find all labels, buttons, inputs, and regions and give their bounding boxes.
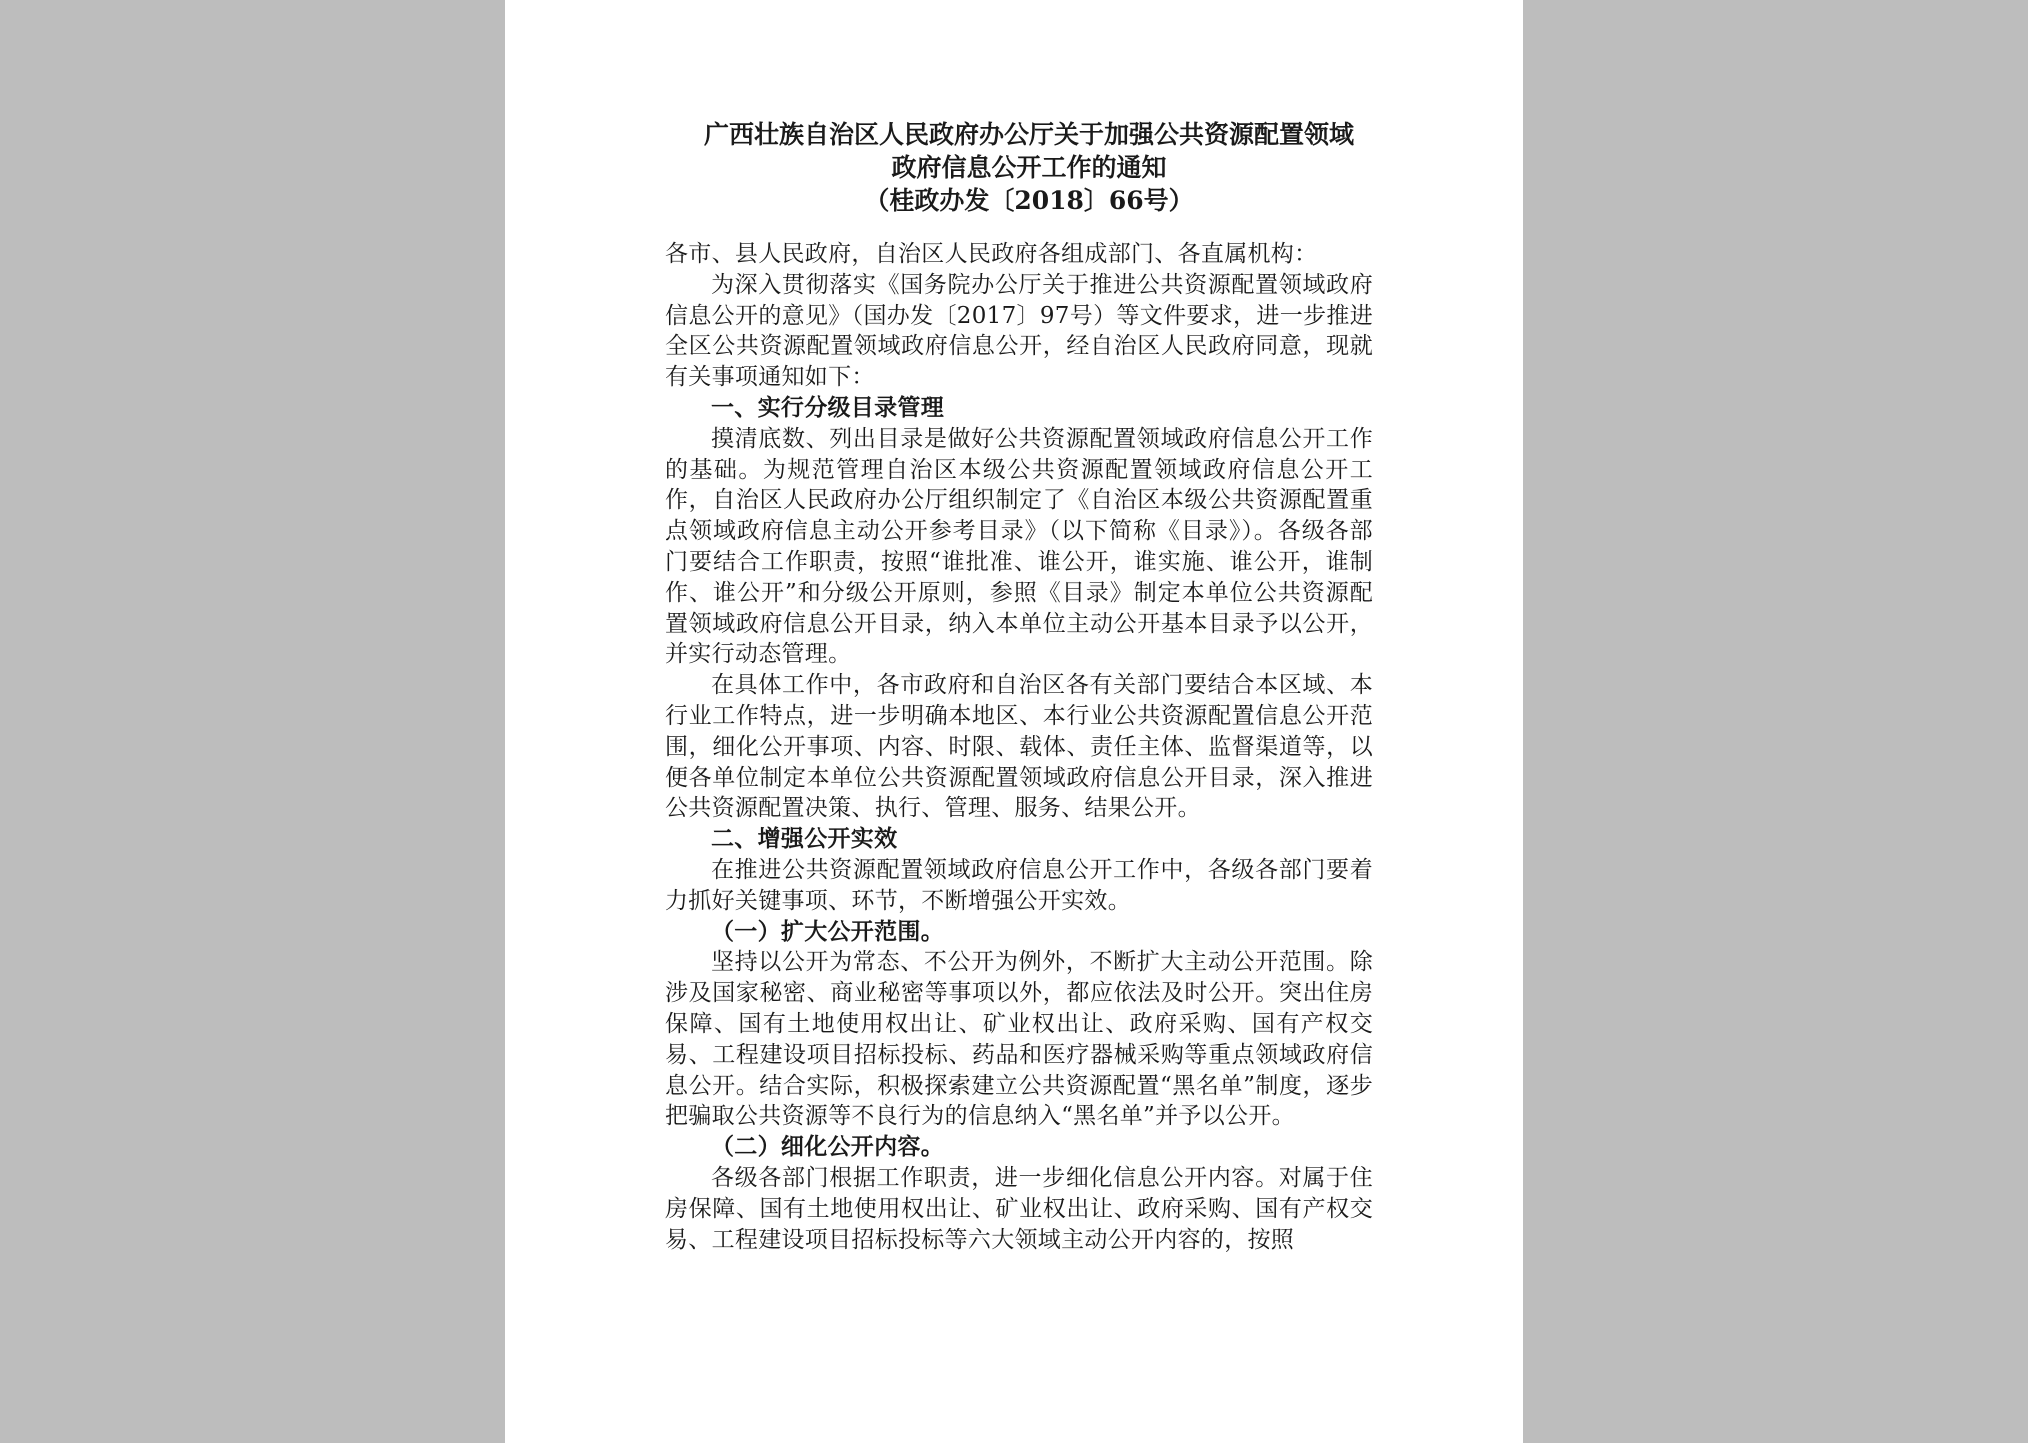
document-page <box>505 0 1523 1443</box>
document-title-line2: 政府信息公开工作的通知 <box>891 153 1167 182</box>
paragraph-refine-content: 各级各部门根据工作职责，进一步细化信息公开内容。对属于住房保障、国有土地使用权出让、矿业权出让、政府采购、国有产权交易、工程建设项目招标投标等六大领域主动公开内容的，按照 <box>665 1164 1373 1253</box>
subsection-heading-1: （一）扩大公开范围。 <box>711 917 944 945</box>
paragraph-intro: 为深入贯彻落实《国务院办公厅关于推进公共资源配置领域政府信息公开的意见》（国办发〔2017〕97号）等文件要求，进一步推进全区公共资源配置领域政府信息公开，经自治区人民政府同意，现就有关事项通知如下： <box>665 271 1373 391</box>
paragraph-key-matters: 在推进公共资源配置领域政府信息公开工作中，各级各部门要着力抓好关键事项、环节，不断增强公开实效。 <box>665 856 1373 914</box>
paragraph-catalog-basis: 摸清底数、列出目录是做好公共资源配置领域政府信息公开工作的基础。为规范管理自治区本级公共资源配置领域政府信息公开工作，自治区人民政府办公厅组织制定了《自治区本级公共资源配置重点领域政府信息主动公开参考目录》（以下简称《目录》）。各级各部门要结合工作职责，按照“谁批准、谁公开，谁实施、谁公开，谁制作、谁公开”和分级公开原则，参照《目录》制定本单位公共资源配置领域政府信息公开目录，纳入本单位主动公开基本目录予以公开，并实行动态管理。 <box>665 425 1373 668</box>
subsection-heading-2: （二）细化公开内容。 <box>711 1133 944 1161</box>
paragraph-expand-scope: 坚持以公开为常态、不公开为例外，不断扩大主动公开范围。除涉及国家秘密、商业秘密等事项以外，都应依法及时公开。突出住房保障、国有土地使用权出让、矿业权出让、政府采购、国有产权交易、工程建设项目招标投标、药品和医疗器械采购等重点领域政府信息公开。结合实际，积极探索建立公共资源配置“黑名单”制度，逐步把骗取公共资源等不良行为的信息纳入“黑名单”并予以公开。 <box>665 949 1373 1130</box>
paragraph-specific-work: 在具体工作中，各市政府和自治区各有关部门要结合本区域、本行业工作特点，进一步明确本地区、本行业公共资源配置信息公开范围，细化公开事项、内容、时限、载体、责任主体、监督渠道等，以便各单位制定本单位公共资源配置领域政府信息公开目录，深入推进公共资源配置决策、执行、管理、服务、结果公开。 <box>665 672 1373 822</box>
section-heading-2: 二、增强公开实效 <box>711 825 898 853</box>
document-content <box>665 118 1373 1255</box>
section-heading-1: 一、实行分级目录管理 <box>711 393 944 421</box>
document-number: （桂政办发〔2018〕66号） <box>864 186 1194 215</box>
document-title-line1: 广西壮族自治区人民政府办公厅关于加强公共资源配置领域 <box>703 120 1354 149</box>
salutation: 各市、县人民政府，自治区人民政府各组成部门、各直属机构： <box>665 241 1318 267</box>
